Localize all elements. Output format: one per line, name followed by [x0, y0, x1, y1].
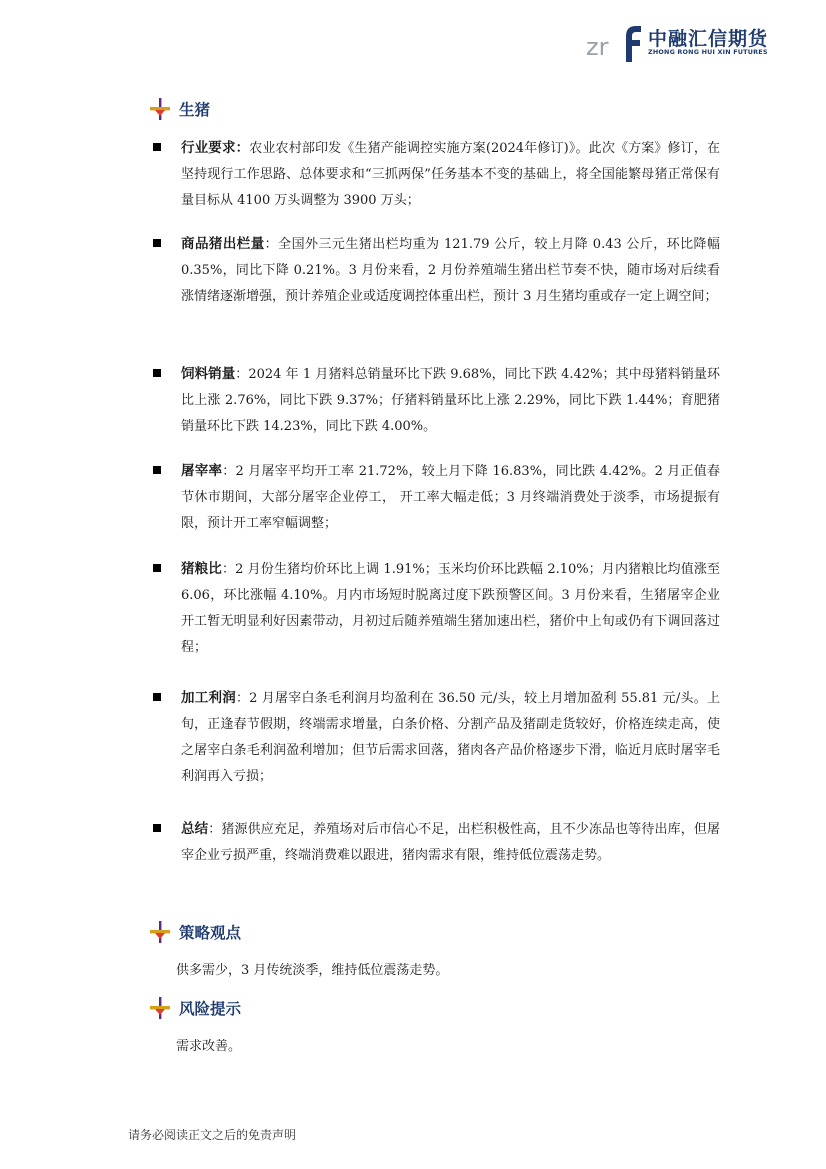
item-label: 行业要求：	[181, 140, 250, 156]
risk-text: 需求改善。	[176, 1039, 242, 1054]
item-label: 商品猪出栏量	[181, 236, 265, 252]
square-bullet-icon	[153, 564, 161, 572]
list-item	[150, 135, 720, 214]
item-body: ：全国外三元生猪出栏均重为 121.79 公斤，较上月降 0.43 公斤，环比降幅 0.35%，同比下降 0.21%。3 月份来看，2 月份养殖端生猪出栏节奏不快，随市场对后续看涨情绪逐渐增强，预计养殖企业或适度调控体重出栏，预计 3 月生猪均重或存一定上调空间；	[181, 237, 720, 304]
section-header-hogs	[150, 97, 210, 121]
list-item	[150, 458, 720, 537]
item-body: ：猪源供应充足，养殖场对后市信心不足，出栏积极性高，且不少冻品也等待出库，但屠宰企业亏损严重，终端消费难以跟进，猪肉需求有限，维持低位震荡走势。	[181, 822, 720, 863]
svg-text:zr: zr	[586, 33, 609, 61]
square-bullet-icon	[153, 143, 161, 151]
item-body: 农业农村部印发《生猪产能调控实施方案(2024年修订)》。此次《方案》修订，在坚持现行工作思路、总体要求和“三抓两保”任务基本不变的基础上，将全国能繁母猪正常保有量目标从 4100 万头调整为 3900 万头；	[181, 141, 721, 208]
pushpin-icon	[150, 997, 170, 1019]
square-bullet-icon	[153, 466, 161, 474]
list-item	[150, 816, 720, 869]
section-title: 策略观点	[179, 924, 242, 942]
company-logo	[586, 18, 776, 64]
item-label: 猪粮比	[181, 561, 222, 577]
zrf-logo-mark-icon	[586, 22, 642, 62]
section-header-risk	[150, 996, 241, 1020]
item-body: ：2024 年 1 月猪料总销量环比下跌 9.68%，同比下跌 4.42%；其中母猪料销量环比上涨 2.76%，同比下跌 9.37%；仔猪料销量环比上涨 2.29%，同比下跌 1.44%；育肥猪销量环比下跌 14.23%，同比下跌 4.00%。	[181, 367, 720, 434]
square-bullet-icon	[153, 239, 161, 247]
item-body: ：2 月屠宰白条毛利润月均盈利在 36.50 元/头，较上月增加盈利 55.81 元/头。上旬，正逢春节假期，终端需求增量，白条价格、分割产品及猪副走货较好，价格连续走高，使之屠宰白条毛利润盈利增加；但节后需求回落，猪肉各产品价格逐步下滑，临近月底时屠宰毛利润再入亏损；	[181, 691, 720, 784]
strategy-text: 供多需少，3 月传统淡季，维持低位震荡走势。	[176, 963, 449, 978]
section-header-strategy	[150, 920, 241, 944]
list-item	[150, 361, 720, 440]
item-label: 加工利润	[181, 690, 236, 706]
section-title: 生猪	[179, 101, 211, 119]
logo-english-name: ZHONG RONG HUI XIN FUTURES	[648, 48, 768, 56]
logo-chinese-name: 中融汇信期货	[648, 28, 769, 50]
item-body: ：2 月份生猪均价环比上调 1.91%；玉米均价环比跌幅 2.10%；月内猪粮比均值涨至 6.06，环比涨幅 4.10%。月内市场短时脱离过度下跌预警区间。3 月份来看，生猪屠宰企业开工暂无明显利好因素带动，月初过后随养殖端生猪加速出栏，猪价中上旬或仍有下调回落过程；	[181, 562, 721, 655]
square-bullet-icon	[153, 824, 161, 832]
item-label: 屠宰率	[181, 463, 223, 479]
list-item	[150, 556, 720, 661]
pushpin-icon	[150, 98, 170, 120]
item-body: ：2 月屠宰平均开工率 21.72%，较上月下降 16.83%，同比跌 4.42%。2 月正值春节休市期间，大部分屠宰企业停工， 开工率大幅走低；3 月终端消费处于淡季，市场提振有限，预计开工率窄幅调整；	[181, 464, 721, 531]
item-label: 饲料销量	[181, 366, 236, 382]
item-label: 总结	[181, 821, 209, 837]
list-item	[150, 231, 720, 310]
pushpin-icon	[150, 921, 170, 943]
disclaimer-footer: 请务必阅读正文之后的免责声明	[128, 1128, 297, 1142]
square-bullet-icon	[153, 369, 161, 377]
square-bullet-icon	[153, 693, 161, 701]
list-item	[150, 685, 720, 790]
section-title: 风险提示	[179, 1000, 242, 1018]
